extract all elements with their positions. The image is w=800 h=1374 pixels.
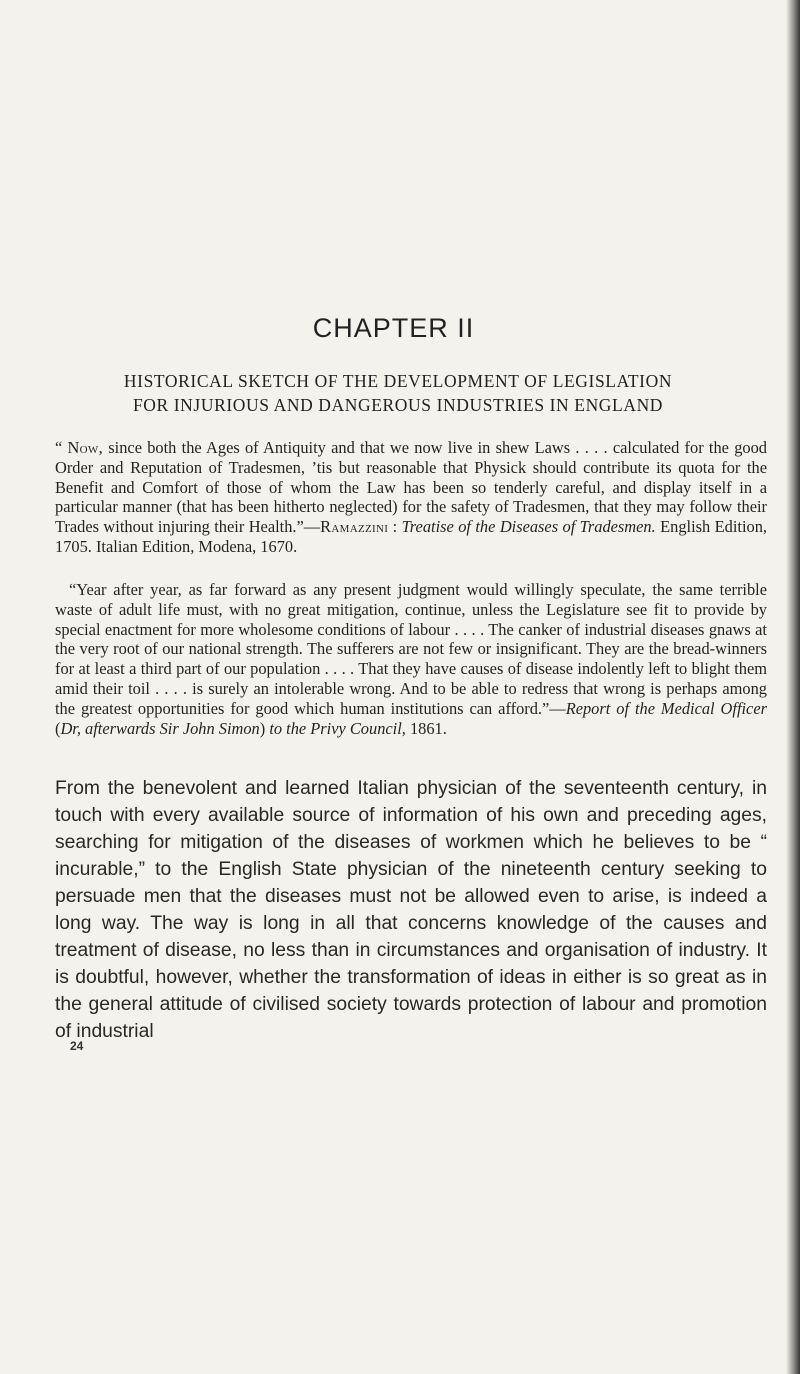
quote-one-work: Treatise of the Diseases of Tradesmen.	[401, 517, 656, 537]
section-heading-line-1: HISTORICAL SKETCH OF THE DEVELOPMENT OF LEGISLATION	[123, 371, 673, 391]
quote-two-source-3: to the Privy Council,	[269, 718, 406, 738]
quote-two-paren-close: )	[259, 718, 270, 738]
epigraph-ramazzini	[55, 438, 767, 557]
section-heading-line-2: FOR INJURIOUS AND DANGEROUS INDUSTRIES IN ENGLAND	[132, 395, 664, 415]
section-heading	[78, 369, 718, 417]
quote-one-author: Ramazzini	[320, 517, 389, 537]
quote-one-edition: English Edition, 1705. Italian Edition, Modena, 1670.	[55, 517, 767, 556]
quote-two-source-2: Dr, afterwards Sir John Simon	[60, 718, 260, 738]
page-number: 24	[70, 1039, 84, 1053]
page-edge-shadow	[786, 0, 800, 1374]
quote-two-year: 1861.	[405, 718, 447, 738]
quote-lead-word: Now,	[67, 438, 104, 457]
quote-open-mark: “	[55, 438, 68, 457]
body-paragraph: From the benevolent and learned Italian physician of the seventeenth century, in touch with every available source of information of his own and preceding ages, searching for mitigation of the diseases of workmen which he believes to be “ incurable,” to the English State physician of the nineteenth century seeking to persuade men that the diseases must not be allowed even to arise, is indeed a long way. The way is long in all that concerns knowledge of the causes and treatment of disease, no less than in circumstances and organisation of industry. It is doubtful, however, whether the transformation of ideas in either is so great as in the general attitude of civilised society towards protection of labour and promotion of industrial	[55, 778, 767, 1042]
quote-two-source-1: Report of the Medical Officer	[565, 698, 767, 718]
chapter-title: CHAPTER II	[312, 313, 475, 343]
quote-two-paren-open: (	[55, 718, 61, 738]
epigraph-medical-officer	[55, 580, 767, 738]
quote-two-text: “Year after year, as far forward as any present judgment would willingly speculate, the same terrible waste of adult life must, with no great mitigation, continue, unless the Legislature see fit to provide by special enactment for more wholesome conditions of labour . . . . The canker of industrial diseases gnaws at the very root of our national strength. The sufferers are not few or insignificant. They are the bread-winners for at least a third part of our population . . . . That they have causes of disease indolently left to blight them amid their toil . . . . is surely an intolerable wrong. And to be able to redress that wrong is perhaps among the greatest opportunities for good which human institutions can afford.”—	[55, 580, 767, 718]
quote-one-text: since both the Ages of Antiquity and that we now live in shew Laws . . . . calculated for the good Order and Reputation of Tradesmen, ’tis but reasonable that Physick should contribute its quota for the Benefit and Comfort of those of whom the Law has been so tenderly careful, and display itself in a particular manner (that has been hitherto neglected) for the safety of Tradesmen, that they may follow their Trades without injuring their Health.”—	[55, 438, 767, 537]
quote-one-sep: :	[388, 517, 402, 537]
